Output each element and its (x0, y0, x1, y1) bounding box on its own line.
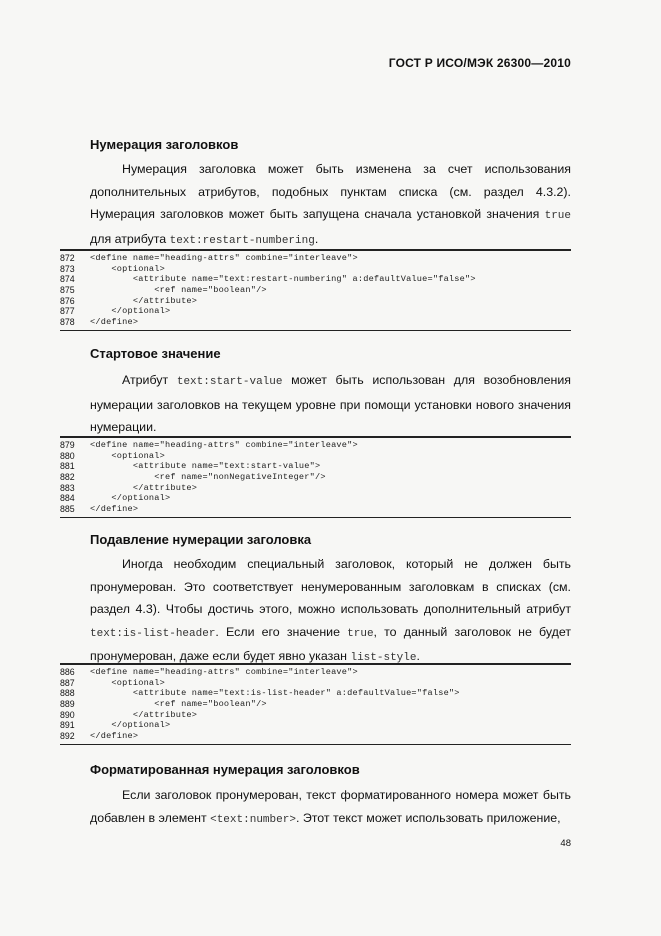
line-number: 885 (60, 504, 75, 515)
code-text: </optional> (90, 306, 171, 317)
code-line (60, 472, 571, 483)
code-line (60, 667, 571, 678)
line-number: 873 (60, 263, 75, 274)
code-line (60, 461, 571, 472)
line-number: 890 (60, 709, 75, 720)
paragraph-text: Иногда необходим специальный заголовок, который не должен быть пронумерован. Это соответствует ненумерованным заголовкам в списках (см. раздел 4.3). Чтобы достичь этого, можно использовать дополнительный атрибут (90, 557, 571, 616)
line-number: 891 (60, 720, 75, 731)
code-line (60, 306, 571, 317)
code-line (60, 264, 571, 275)
page-number: 48 (560, 838, 571, 849)
code-text: </attribute> (90, 295, 198, 306)
line-number: 877 (60, 306, 75, 317)
section-title-formatted-numbering: Форматированная нумерация заголовков (90, 762, 360, 777)
paragraph-start-value (90, 369, 571, 439)
line-number: 887 (60, 677, 75, 688)
code-text: </attribute> (90, 709, 198, 720)
code-line (60, 678, 571, 689)
inline-code: <text:number> (210, 813, 296, 826)
section-title-heading-numbering: Нумерация заголовков (90, 137, 239, 152)
line-number: 884 (60, 493, 75, 504)
code-text: <attribute name="text:restart-numbering" a:defaultValue="false"> (90, 274, 476, 285)
code-text: </optional> (90, 720, 171, 731)
line-number: 882 (60, 472, 75, 483)
line-number: 883 (60, 482, 75, 493)
paragraph-formatted-numbering (90, 784, 571, 831)
paragraph-suppress-numbering (90, 553, 571, 670)
line-number: 879 (60, 440, 75, 450)
line-number: 881 (60, 461, 75, 472)
inline-code: text:restart-numbering (169, 234, 315, 247)
code-text: </optional> (90, 493, 171, 504)
code-line (60, 710, 571, 721)
code-line (60, 285, 571, 296)
code-line (60, 253, 571, 264)
code-text: </attribute> (90, 482, 198, 493)
paragraph-text: . (416, 649, 420, 663)
document-header: ГОСТ Р ИСО/МЭК 26300—2010 (388, 56, 571, 70)
code-line (60, 699, 571, 710)
code-text: </define> (90, 317, 139, 328)
code-text: <define name="heading-attrs" combine="interleave"> (90, 440, 358, 450)
paragraph-text: Если заголовок пронумерован, текст форматированного номера может быть добавлен в элемент (90, 788, 571, 825)
code-line (60, 720, 571, 731)
paragraph-text: . Если его значение (215, 624, 348, 639)
code-text: <ref name="boolean"/> (90, 699, 267, 710)
line-number: 892 (60, 731, 75, 742)
code-line (60, 296, 571, 307)
code-text: <define name="heading-attrs" combine="interleave"> (90, 667, 358, 677)
line-number: 875 (60, 285, 75, 296)
paragraph-text: Нумерация заголовка может быть изменена за счет использования дополнительных атрибутов, подобных пунктам списка (см. раздел 4.3.2). Нумерация заголовков может быть запущена сначала установкой значения (90, 162, 571, 221)
code-listing-is-list-header (60, 663, 571, 745)
code-line (60, 504, 571, 515)
code-line (60, 274, 571, 285)
line-number: 889 (60, 699, 75, 710)
line-number: 872 (60, 253, 75, 263)
code-text: <ref name="nonNegativeInteger"/> (90, 472, 326, 483)
line-number: 874 (60, 274, 75, 285)
section-title-start-value: Стартовое значение (90, 346, 221, 361)
paragraph-text: для атрибута (90, 231, 170, 246)
code-line (60, 317, 571, 328)
code-line (60, 493, 571, 504)
line-number: 880 (60, 450, 75, 461)
section-title-suppress-numbering: Подавление нумерации заголовка (90, 532, 312, 547)
code-text: <optional> (90, 450, 165, 461)
code-line (60, 440, 571, 451)
code-text: <ref name="boolean"/> (90, 285, 267, 296)
code-text: <define name="heading-attrs" combine="interleave"> (90, 253, 358, 263)
inline-code: list-style (350, 652, 417, 664)
code-text: <attribute name="text:is-list-header" a:defaultValue="false"> (90, 688, 460, 699)
inline-code: text:start-value (176, 376, 283, 388)
code-line (60, 483, 571, 494)
code-text: </define> (90, 731, 139, 742)
line-number: 888 (60, 688, 75, 699)
inline-code: text:is-list-header (90, 627, 216, 640)
inline-code: true (347, 627, 374, 640)
inline-code: true (544, 210, 571, 222)
code-line (60, 731, 571, 742)
line-number: 878 (60, 317, 75, 328)
code-text: </define> (90, 504, 139, 515)
code-line (60, 688, 571, 699)
code-listing-start-value (60, 436, 571, 518)
paragraph-heading-numbering (90, 158, 571, 252)
code-text: <optional> (90, 677, 165, 688)
paragraph-text: может быть использован для возобновления нумерации заголовков на текущем уровне при помощи установки нового значения нумерации. (90, 373, 571, 434)
code-line (60, 451, 571, 462)
code-text: <optional> (90, 263, 165, 274)
paragraph-text: , то данный заголовок не будет пронумерован, даже если будет явно указан (90, 624, 572, 663)
paragraph-text: Атрибут (122, 373, 177, 387)
code-text: <attribute name="text:start-value"> (90, 461, 321, 472)
code-listing-restart-numbering (60, 249, 571, 331)
paragraph-text: . Этот текст может использовать приложение, (295, 810, 561, 825)
line-number: 886 (60, 667, 75, 677)
paragraph-text: . (314, 231, 319, 246)
line-number: 876 (60, 295, 75, 306)
